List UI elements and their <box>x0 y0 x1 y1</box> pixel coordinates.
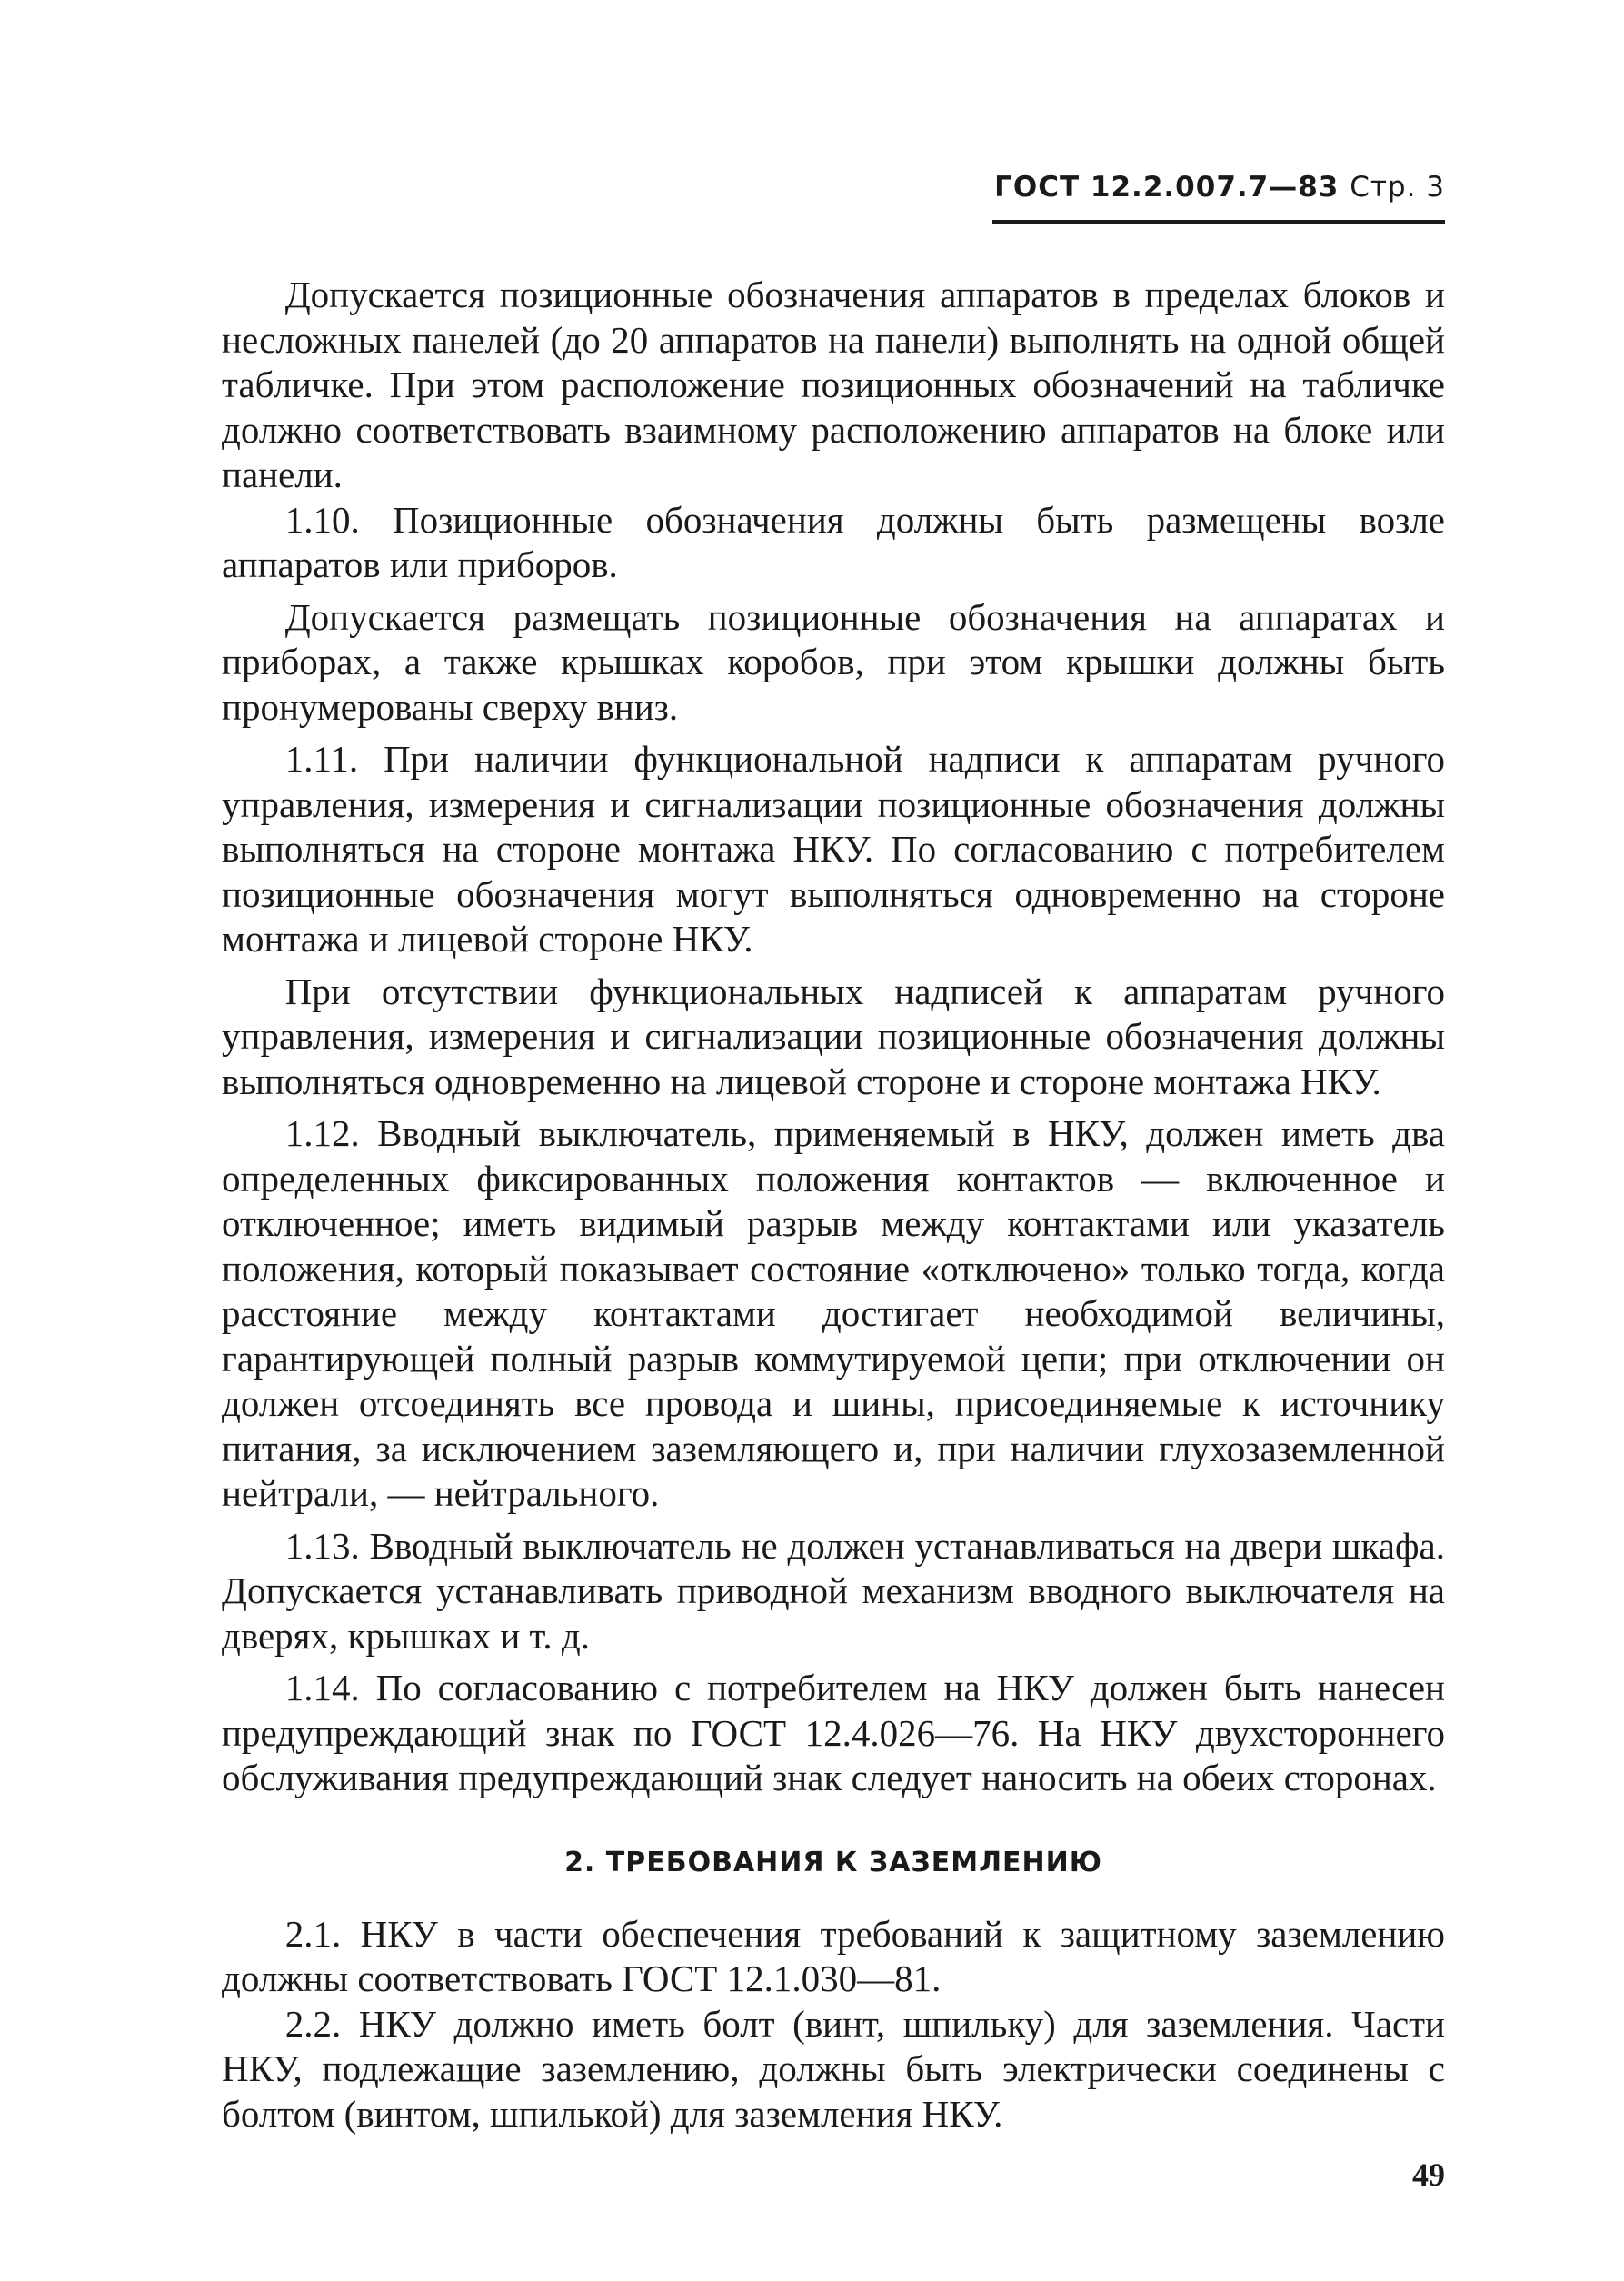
page-header <box>991 171 1445 204</box>
paragraph: 1.11. При наличии функциональной надписи к аппаратам ручного управления, измерения и сигнализации позиционные обозначения должны выполняться на стороне монтажа НКУ. По согласованию с потребителем позиционные обозначения могут выполняться одновременно на стороне монтажа и лицевой стороне НКУ. <box>222 738 1445 960</box>
section-title: 2. ТРЕБОВАНИЯ К ЗАЗЕМЛЕНИЮ <box>564 1846 1102 1878</box>
paragraph: Допускается позиционные обозначения аппаратов в пределах блоков и несложных панелей (до 20 аппаратов на панели) выполнять на одной общей табличке. При этом расположение позиционных обозначений на табличке должно соответствовать взаимному расположению аппаратов на блоке или панели. <box>222 274 1445 495</box>
header-page-ref: Стр. 3 <box>1350 171 1445 204</box>
header-doc-code: ГОСТ 12.2.007.7—83 <box>994 171 1340 204</box>
paragraph: 1.13. Вводный выключатель не должен устанавливаться на двери шкафа. Допускается устанавливать приводной механизм вводного выключателя на дверях, крышках и т. д. <box>222 1524 1445 1657</box>
page-number: 49 <box>1412 2156 1445 2193</box>
paragraph: 1.14. По согласованию с потребителем на НКУ должен быть нанесен предупреждающий знак по ГОСТ 12.4.026—76. На НКУ двухстороннего обслуживания предупреждающий знак следует наносить на обеих сторонах. <box>222 1667 1445 1798</box>
paragraph: 2.1. НКУ в части обеспечения требований к защитному заземлению должны соответствовать ГОСТ 12.1.030—81. <box>222 1912 1445 1999</box>
paragraph: 2.2. НКУ должно иметь болт (винт, шпильку) для заземления. Части НКУ, подлежащие заземлению, должны быть электрически соединены с болтом (винтом, шпилькой) для заземления НКУ. <box>222 2002 1445 2135</box>
body-text <box>222 273 1445 2137</box>
paragraph: 1.12. Вводный выключатель, применяемый в НКУ, должен иметь два определенных фиксированных положения контактов — включенное и отключенное; иметь видимый разрыв между контактами или указатель положения, который показывает состояние «отключено» только тогда, когда расстояние между контактами достигает необходимой величины, гарантирующей полный разрыв коммутируемой цепи; при отключении он должен отсоединять все провода и шины, присоединяемые к источнику питания, за исключением заземляющего и, при наличии глухозаземленной нейтрали, — нейтрального. <box>222 1112 1445 1514</box>
header-rule <box>992 220 1445 224</box>
paragraph: Допускается размещать позиционные обозначения на аппаратах и приборах, а также крышках коробов, при этом крышки должны быть пронумерованы сверху вниз. <box>222 595 1445 728</box>
paragraph: При отсутствии функциональных надписей к аппаратам ручного управления, измерения и сигнализации позиционные обозначения должны выполняться одновременно на лицевой стороне и стороне монтажа НКУ. <box>222 970 1445 1102</box>
paragraph: 1.10. Позиционные обозначения должны быть размещены возле аппаратов или приборов. <box>222 498 1445 585</box>
